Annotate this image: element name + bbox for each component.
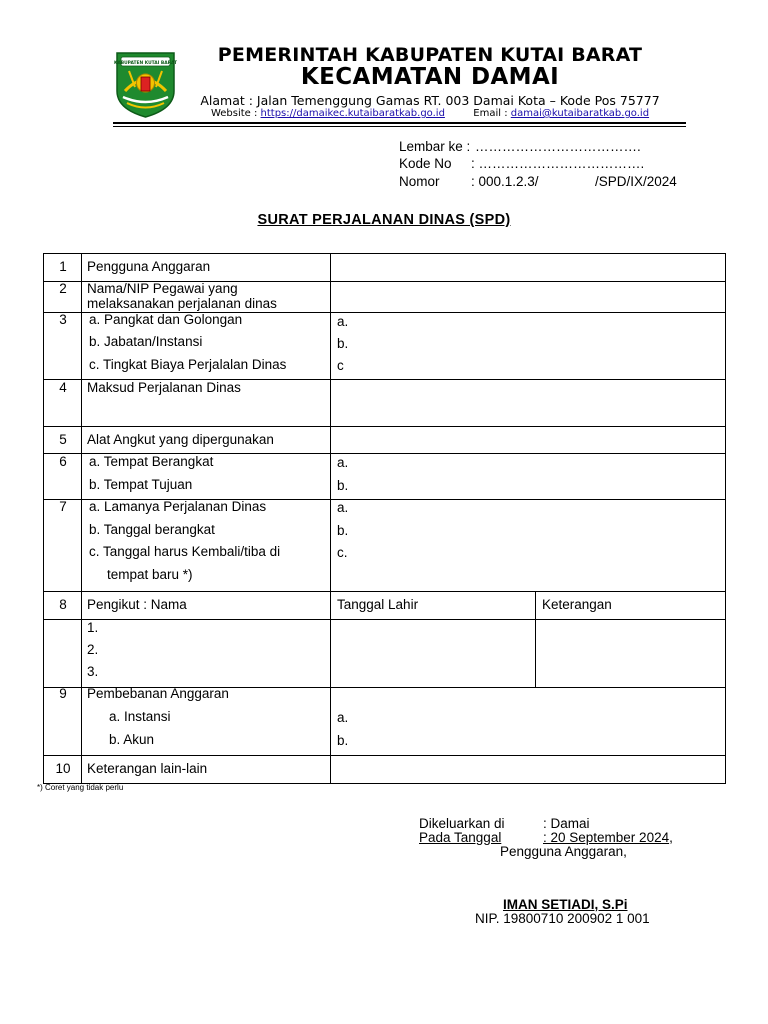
website-label: Website : bbox=[210, 108, 261, 119]
kutai-barat-logo bbox=[113, 47, 178, 119]
svg-text:KABUPATEN KUTAI BARAT: KABUPATEN KUTAI BARAT bbox=[113, 61, 178, 66]
row-10-label: Keterangan lain-lain bbox=[87, 761, 208, 776]
row-2-label-line2: melaksanakan perjalanan dinas bbox=[87, 296, 277, 311]
row-7-item-b: b. Tanggal berangkat bbox=[89, 522, 215, 537]
row-3-item-c: c. Tingkat Biaya Perjalalan Dinas bbox=[89, 357, 287, 372]
spd-table bbox=[43, 253, 726, 784]
date-comma: , bbox=[669, 830, 673, 845]
row-7-value-b: b. bbox=[337, 523, 349, 538]
row-9-label: Pembebanan Anggaran bbox=[87, 686, 229, 701]
row-8-number: 8 bbox=[59, 597, 67, 612]
row-8-col-notes: Keterangan bbox=[542, 597, 612, 612]
row-2-label-line1: Nama/NIP Pegawai yang bbox=[87, 281, 238, 296]
col-divider-3 bbox=[535, 591, 536, 687]
email-link[interactable]: damai@kutaibaratkab.go.id bbox=[510, 108, 650, 119]
row-6-value-a: a. bbox=[337, 455, 349, 470]
row-2-number: 2 bbox=[59, 281, 67, 296]
signer-nip: NIP. 19800710 200902 1 001 bbox=[475, 911, 650, 926]
row-5-number: 5 bbox=[59, 432, 67, 447]
row-8-label: Pengikut : Nama bbox=[87, 597, 187, 612]
ref-nomor bbox=[399, 174, 699, 192]
row-7-item-a: a. Lamanya Perjalanan Dinas bbox=[89, 499, 267, 514]
kode-value: : ………………………………. bbox=[471, 156, 645, 171]
issued-value: : Damai bbox=[543, 816, 590, 831]
row-3-value-a: a. bbox=[337, 314, 349, 329]
nomor-value: : 000.1.2.3/ bbox=[471, 174, 539, 189]
letterhead-district: KECAMATAN DAMAI bbox=[300, 64, 560, 90]
row-5-label: Alat Angkut yang dipergunakan bbox=[87, 432, 274, 447]
kode-label: Kode No bbox=[399, 156, 452, 171]
lembar-label: Lembar ke : bbox=[399, 139, 471, 154]
row-3-item-b: b. Jabatan/Instansi bbox=[89, 334, 203, 349]
row-7-number: 7 bbox=[59, 499, 67, 514]
col-divider-2 bbox=[330, 253, 331, 784]
letterhead-rule-thick bbox=[113, 122, 686, 124]
row-3-number: 3 bbox=[59, 312, 67, 327]
row-6-item-b: b. Tempat Tujuan bbox=[89, 477, 193, 492]
row-7-value-c: c. bbox=[337, 545, 348, 560]
lembar-value: ………………………………. bbox=[475, 139, 641, 154]
website-link[interactable]: https://damaikec.kutaibaratkab.go.id bbox=[260, 108, 445, 119]
col-divider-1 bbox=[81, 253, 82, 784]
follower-item-2: 2. bbox=[87, 642, 99, 657]
footnote: *) Coret yang tidak perlu bbox=[37, 783, 124, 792]
row-4-number: 4 bbox=[59, 380, 67, 395]
document-title: SURAT PERJALANAN DINAS (SPD) bbox=[257, 212, 511, 228]
row-1-number: 1 bbox=[59, 259, 67, 274]
letterhead-contact bbox=[180, 108, 680, 119]
letterhead-rule-thin bbox=[113, 126, 686, 127]
row-1-label: Pengguna Anggaran bbox=[87, 259, 211, 274]
row-3-value-c: c bbox=[337, 358, 344, 373]
letterhead-government: PEMERINTAH KABUPATEN KUTAI BARAT bbox=[217, 44, 643, 66]
follower-item-3: 3. bbox=[87, 664, 99, 679]
row-9-value-b: b. bbox=[337, 733, 349, 748]
row-divider bbox=[43, 426, 726, 427]
date-value: : 20 September 2024 bbox=[543, 830, 670, 845]
nomor-suffix: /SPD/IX/2024 bbox=[595, 174, 677, 189]
row-8-col-birthdate: Tanggal Lahir bbox=[337, 597, 419, 612]
row-7-item-c-cont: tempat baru *) bbox=[107, 567, 193, 582]
follower-item-1: 1. bbox=[87, 620, 99, 635]
row-10-number: 10 bbox=[55, 761, 71, 776]
signer-role: Pengguna Anggaran, bbox=[500, 844, 627, 859]
row-3-value-b: b. bbox=[337, 336, 349, 351]
row-4-label: Maksud Perjalanan Dinas bbox=[87, 380, 241, 395]
row-6-item-a: a. Tempat Berangkat bbox=[89, 454, 214, 469]
date-label: Pada Tanggal bbox=[419, 830, 502, 845]
ref-lembar bbox=[399, 139, 699, 157]
nomor-label: Nomor bbox=[399, 174, 440, 189]
row-6-number: 6 bbox=[59, 454, 67, 469]
row-divider bbox=[43, 591, 726, 592]
ref-kode bbox=[399, 156, 699, 174]
row-9-value-a: a. bbox=[337, 710, 349, 725]
table-border bbox=[43, 253, 726, 784]
row-9-item-b: b. Akun bbox=[109, 732, 155, 747]
row-divider bbox=[43, 619, 726, 620]
email-label: Email : bbox=[473, 108, 511, 119]
row-9-number: 9 bbox=[59, 686, 67, 701]
row-divider bbox=[43, 755, 726, 756]
signer-name: IMAN SETIADI, S.Pi bbox=[503, 897, 628, 912]
row-7-value-a: a. bbox=[337, 500, 349, 515]
letterhead-address: Alamat : Jalan Temenggung Gamas RT. 003 Damai Kota – Kode Pos 75777 bbox=[200, 93, 660, 108]
row-7-item-c: c. Tanggal harus Kembali/tiba di bbox=[89, 544, 281, 559]
row-3-item-a: a. Pangkat dan Golongan bbox=[89, 312, 243, 327]
row-9-item-a: a. Instansi bbox=[109, 709, 171, 724]
row-6-value-b: b. bbox=[337, 478, 349, 493]
date-value-wrap bbox=[543, 830, 673, 845]
issued-label: Dikeluarkan di bbox=[419, 816, 505, 831]
